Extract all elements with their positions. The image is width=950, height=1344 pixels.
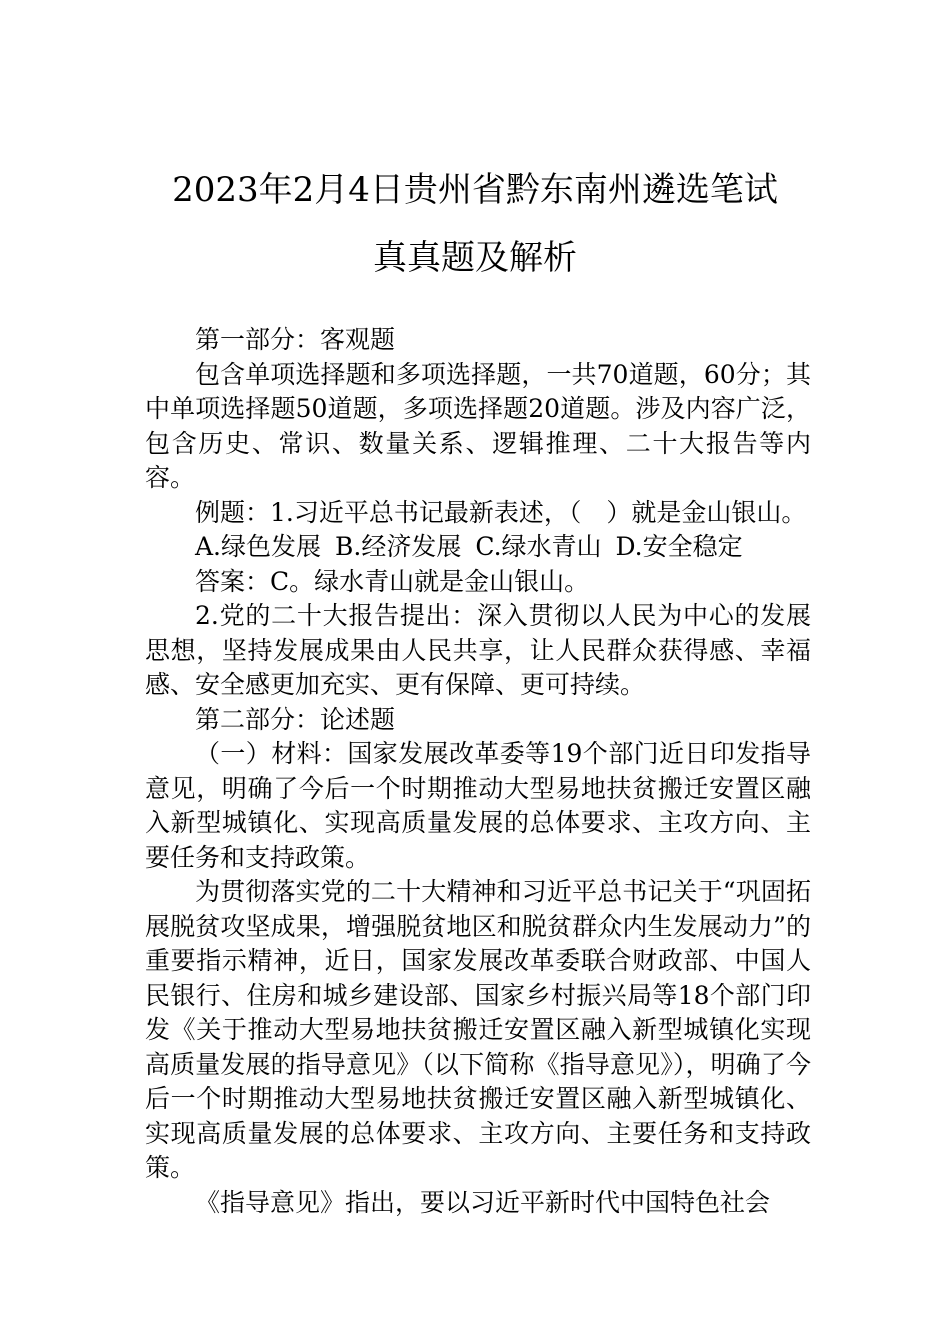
part2-heading: 第二部分：论述题 (195, 704, 396, 734)
part2-paragraph-3: 《指导意见》指出，要以习近平新时代中国特色社会 (195, 1187, 771, 1217)
part1-heading: 第一部分：客观题 (195, 325, 396, 354)
option-b: B.经济发展 (335, 532, 462, 561)
part2-paragraph-2: 为贯彻落实党的二十大精神和习近平总书记关于“巩固拓展脱贫攻坚成果，增强脱贫地区和脱贫群众内生发展动力”的重要指示精神，近日，国家发展改革委联合财政部、中国人民银行、住房和城乡建设部、国家乡村振兴局等18个部门印发《关于推动大型易地扶贫搬迁安置区融入新型城镇化实现高质量发展的指导意见》（以下简称《指导意见》），明确了今后一个时期推动大型易地扶贫搬迁安置区融入新型城镇化、实现高质量发展的总体要求、主攻方向、主要任务和支持政策。 (145, 877, 811, 1182)
example-options (145, 530, 811, 565)
option-a: A.绿色发展 (195, 532, 322, 561)
document-body (145, 323, 811, 1220)
document-title-line-1: 2023年2月4日贵州省黔东南州遴选笔试 (172, 170, 778, 210)
document-title-line-2: 真真题及解析 (373, 238, 577, 278)
part2-paragraph-1: （一）材料：国家发展改革委等19个部门近日印发指导意见，明确了今后一个时期推动大型易地扶贫搬迁安置区融入新型城镇化、实现高质量发展的总体要求、主攻方向、主要任务和支持政策。 (145, 739, 811, 872)
option-d: D.安全稳定 (615, 532, 743, 561)
option-c: C.绿水青山 (475, 532, 602, 561)
example-question: 例题：1.习近平总书记最新表述，（ ）就是金山银山。 (195, 497, 807, 527)
example-answer: 答案：C。绿水青山就是金山银山。 (195, 566, 590, 596)
part1-intro-paragraph: 包含单项选择题和多项选择题，一共70道题，60分；其中单项选择题50道题，多项选择题20道题。涉及内容广泛，包含历史、常识、数量关系、逻辑推理、二十大报告等内容。 (145, 359, 812, 492)
question-2-paragraph: 2.党的二十大报告提出：深入贯彻以人民为中心的发展思想，坚持发展成果由人民共享，让人民群众获得感、幸福感、安全感更加充实、更有保障、更可持续。 (145, 601, 811, 699)
